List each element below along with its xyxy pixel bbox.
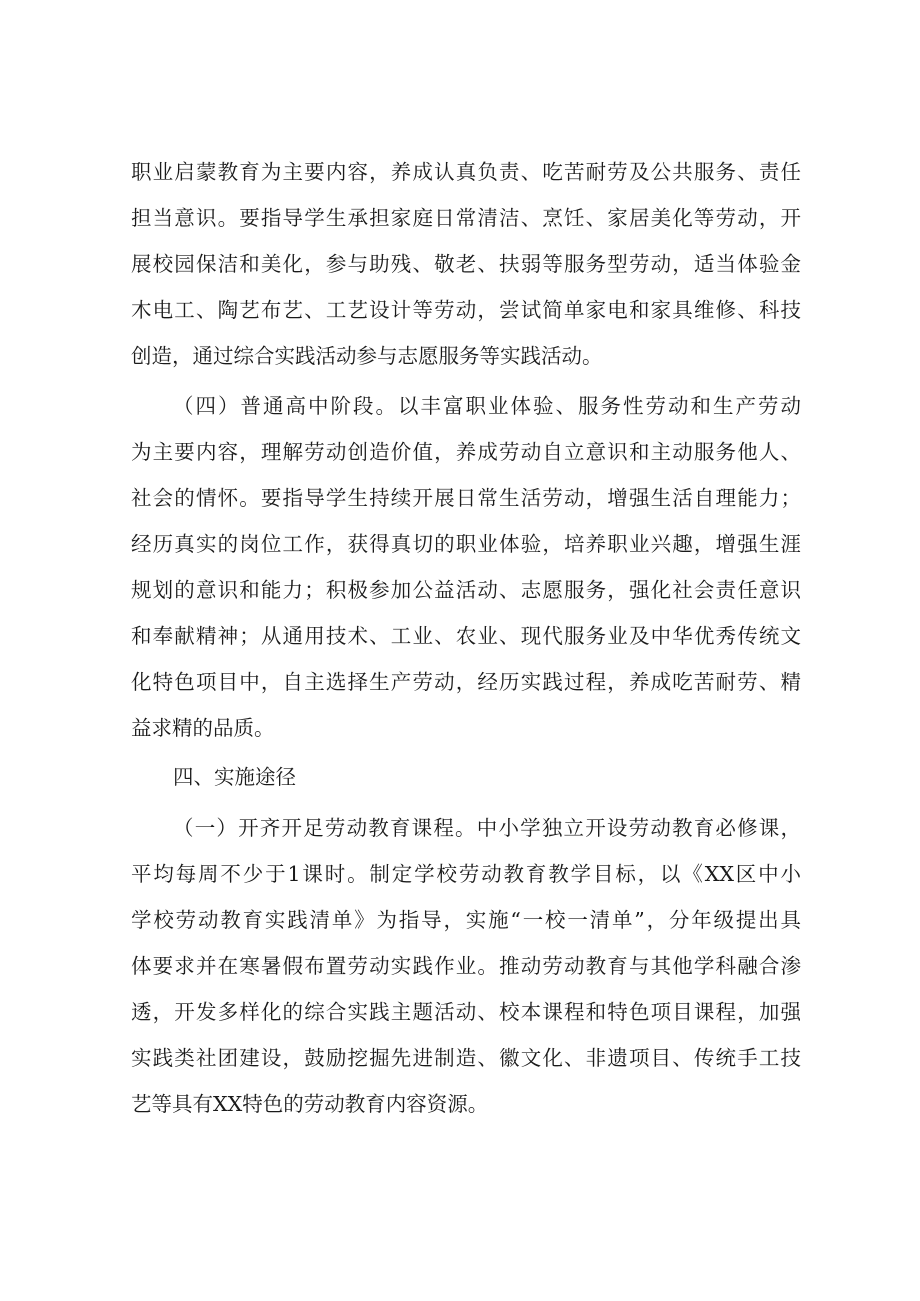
paragraph-heading-line: （四）普通高中阶段。以丰富职业体验、服务性劳动和生产劳动 — [173, 394, 801, 418]
text-line: 木电工、陶艺布艺、工艺设计等劳动，尝试简单家电和家具维修、科技 — [131, 298, 801, 322]
text-line: 化特色项目中，自主选择生产劳动，经历实践过程，养成吃苦耐劳、精 — [131, 670, 801, 694]
text-line: 经历真实的岗位工作，获得真切的职业体验，培养职业兴趣，增强生涯 — [131, 532, 801, 556]
text-line: 为主要内容，理解劳动创造价值，养成劳动自立意识和主动服务他人、 — [131, 440, 801, 464]
text-line: 体要求并在寒暑假布置劳动实践作业。推动劳动教育与其他学科融合渗 — [131, 954, 801, 978]
text-line: 规划的意识和能力；积极参加公益活动、志愿服务，强化社会责任意识 — [131, 578, 801, 602]
text-line: 学校劳动教育实践清单》为指导，实施“一校一清单”，分年级提出具 — [131, 908, 801, 932]
text-line: 职业启蒙教育为主要内容，养成认真负责、吃苦耐劳及公共服务、责任 — [131, 160, 801, 184]
text-line: 社会的情怀。要指导学生持续开展日常生活劳动，增强生活自理能力； — [131, 486, 801, 510]
text-line: 创造，通过综合实践活动参与志愿服务等实践活动。 — [131, 344, 603, 368]
text-line: 平均每周不少于1课时。制定学校劳动教育教学目标，以《XX区中小 — [131, 862, 801, 886]
paragraph-heading-line: （一）开齐开足劳动教育课程。中小学独立开设劳动教育必修课， — [173, 816, 801, 840]
text-line: 和奉献精神；从通用技术、工业、农业、现代服务业及中华优秀传统文 — [131, 624, 801, 648]
section-heading: 四、实施途径 — [173, 765, 296, 789]
text-line: 展校园保洁和美化，参与助残、敬老、扶弱等服务型劳动，适当体验金 — [131, 252, 801, 276]
text-line: 益求精的品质。 — [131, 716, 275, 740]
text-line: 艺等具有XX特色的劳动教育内容资源。 — [131, 1092, 489, 1116]
text-line: 担当意识。要指导学生承担家庭日常清洁、烹饪、家居美化等劳动，开 — [131, 206, 801, 230]
text-line: 透，开发多样化的综合实践主题活动、校本课程和特色项目课程，加强 — [131, 1000, 801, 1024]
text-line: 实践类社团建设，鼓励挖掘先进制造、徽文化、非遗项目、传统手工技 — [131, 1046, 801, 1070]
